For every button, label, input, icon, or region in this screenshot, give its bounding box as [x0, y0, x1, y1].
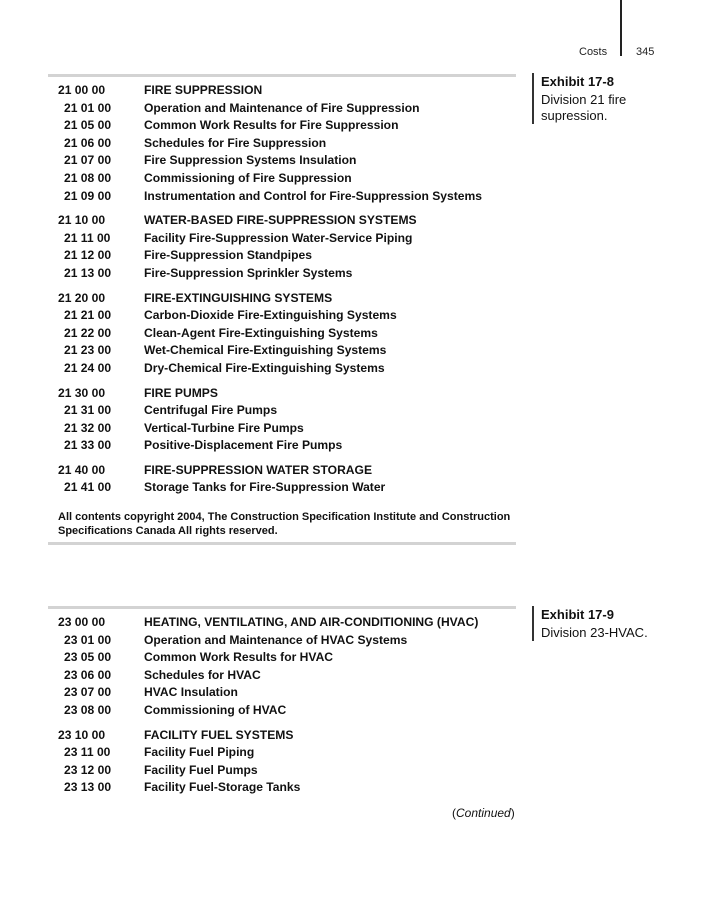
section-title: Commissioning of HVAC — [144, 702, 287, 717]
section-group — [48, 83, 516, 206]
table-row — [48, 438, 516, 456]
section-code: 23 01 00 — [64, 632, 112, 647]
section-code: 21 22 00 — [64, 325, 112, 340]
table-row — [48, 153, 516, 171]
section-title: Carbon-Dioxide Fire-Extinguishing Systems — [144, 308, 397, 323]
section-code: 21 13 00 — [64, 265, 112, 280]
section-code: 23 10 00 — [58, 727, 106, 742]
table-row — [48, 745, 516, 763]
table-row — [48, 248, 516, 266]
section-title: FIRE SUPPRESSION — [144, 83, 263, 97]
section-code: 21 11 00 — [64, 230, 111, 245]
section-title: Operation and Maintenance of Fire Suppression — [144, 100, 420, 115]
copyright-note: All contents copyright 2004, The Construction Specification Institute and Construction Specifications Canada All rights reserved. — [58, 511, 511, 537]
section-heading-row — [48, 83, 516, 101]
section-group — [48, 463, 516, 498]
section-title: Schedules for HVAC — [144, 667, 261, 682]
section-title: Common Work Results for Fire Suppression — [144, 118, 399, 133]
section-code: 23 11 00 — [64, 745, 111, 760]
section-heading-row — [48, 615, 516, 633]
table-row — [48, 343, 516, 361]
table-row — [48, 231, 516, 249]
section-heading-row — [48, 291, 516, 309]
table-row — [48, 480, 516, 498]
table-row — [48, 189, 516, 207]
page-number: 345 — [636, 46, 655, 58]
section-title: FACILITY FUEL SYSTEMS — [144, 727, 294, 742]
table-row — [48, 633, 516, 651]
section-title: Facility Fuel Pumps — [144, 762, 258, 777]
table-row — [48, 668, 516, 686]
exhibit-label: Exhibit 17-8 — [541, 74, 614, 89]
section-code: 21 05 00 — [64, 118, 112, 133]
table-row — [48, 650, 516, 668]
section-code: 23 00 00 — [58, 615, 106, 629]
section-title: HVAC Insulation — [144, 685, 238, 700]
section-code: 23 05 00 — [64, 650, 112, 665]
section-code: 21 32 00 — [64, 420, 112, 435]
section-title: Facility Fuel Piping — [144, 745, 255, 760]
section-title: HEATING, VENTILATING, AND AIR-CONDITIONING (HVAC) — [144, 615, 479, 629]
section-title: Dry-Chemical Fire-Extinguishing Systems — [144, 360, 385, 375]
section-title: Vertical-Turbine Fire Pumps — [144, 420, 304, 435]
table-row — [48, 361, 516, 379]
section-code: 21 30 00 — [58, 385, 106, 400]
table-row — [48, 266, 516, 284]
section-heading-row — [48, 386, 516, 404]
section-code: 21 40 00 — [58, 462, 106, 477]
section-code: 23 07 00 — [64, 685, 112, 700]
section-title: Clean-Agent Fire-Extinguishing Systems — [144, 325, 378, 340]
section-title: FIRE-EXTINGUISHING SYSTEMS — [144, 290, 333, 305]
section-code: 21 01 00 — [64, 100, 112, 115]
section-title: Common Work Results for HVAC — [144, 650, 334, 665]
section-title: Instrumentation and Control for Fire-Suppression Systems — [144, 188, 482, 203]
section-code: 21 21 00 — [64, 308, 112, 323]
section-code: 21 33 00 — [64, 438, 112, 453]
code-list — [48, 615, 516, 805]
section-title: Schedules for Fire Suppression — [144, 135, 327, 150]
section-title: Centrifugal Fire Pumps — [144, 403, 278, 418]
section-title: Fire-Suppression Sprinkler Systems — [144, 265, 353, 280]
table-row — [48, 308, 516, 326]
continued-note: (Continued) — [452, 806, 515, 820]
section-heading-row — [48, 213, 516, 231]
table-row — [48, 763, 516, 781]
section-code: 21 24 00 — [64, 360, 112, 375]
section-title: FIRE-SUPPRESSION WATER STORAGE — [144, 462, 373, 477]
running-title: Costs — [579, 46, 608, 58]
table-top-rule — [48, 606, 516, 609]
exhibit-17-9-table — [48, 606, 516, 806]
section-code: 23 06 00 — [64, 667, 112, 682]
section-code: 21 12 00 — [64, 248, 112, 263]
table-row — [48, 703, 516, 721]
section-group — [48, 728, 516, 798]
exhibit-caption: Division 21 fire supression. — [541, 92, 627, 123]
section-title: Commissioning of Fire Suppression — [144, 170, 352, 185]
section-code: 21 10 00 — [58, 213, 106, 228]
section-title: Facility Fuel-Storage Tanks — [144, 780, 301, 795]
exhibit-caption: Division 23-HVAC. — [541, 625, 648, 640]
table-row — [48, 403, 516, 421]
section-code: 21 00 00 — [58, 83, 106, 97]
section-title: Wet-Chemical Fire-Extinguishing Systems — [144, 343, 387, 358]
exhibit-17-8-caption — [532, 73, 681, 124]
section-code: 21 07 00 — [64, 153, 112, 168]
section-title: Operation and Maintenance of HVAC Systems — [144, 632, 408, 647]
section-title: FIRE PUMPS — [144, 385, 218, 400]
table-row — [48, 171, 516, 189]
section-title: Fire Suppression Systems Insulation — [144, 153, 357, 168]
continued-text: Continued — [456, 806, 511, 820]
exhibit-17-8-table — [48, 74, 516, 546]
section-code: 21 09 00 — [64, 188, 112, 203]
section-heading-row — [48, 463, 516, 481]
table-row — [48, 101, 516, 119]
table-bottom-rule — [48, 542, 516, 545]
code-list — [48, 83, 516, 505]
exhibit-label: Exhibit 17-9 — [541, 607, 614, 622]
section-code: 23 08 00 — [64, 702, 112, 717]
section-group — [48, 291, 516, 379]
table-row — [48, 421, 516, 439]
section-title: Positive-Displacement Fire Pumps — [144, 438, 343, 453]
section-group — [48, 213, 516, 283]
section-code: 23 13 00 — [64, 780, 112, 795]
section-title: Facility Fire-Suppression Water-Service Piping — [144, 230, 413, 245]
section-code: 21 08 00 — [64, 170, 112, 185]
section-group — [48, 615, 516, 721]
section-code: 21 31 00 — [64, 403, 112, 418]
section-code: 23 12 00 — [64, 762, 112, 777]
section-code: 21 20 00 — [58, 290, 106, 305]
section-group — [48, 386, 516, 456]
exhibit-17-9-caption — [532, 606, 681, 641]
section-title: WATER-BASED FIRE-SUPPRESSION SYSTEMS — [144, 213, 417, 228]
table-row — [48, 780, 516, 798]
section-title: Storage Tanks for Fire-Suppression Water — [144, 480, 386, 495]
section-code: 21 41 00 — [64, 480, 112, 495]
header-rule — [620, 0, 622, 56]
section-heading-row — [48, 728, 516, 746]
table-top-rule — [48, 74, 516, 77]
table-row — [48, 118, 516, 136]
section-title: Fire-Suppression Standpipes — [144, 248, 312, 263]
table-row — [48, 685, 516, 703]
table-row — [48, 136, 516, 154]
section-code: 21 23 00 — [64, 343, 112, 358]
section-code: 21 06 00 — [64, 135, 112, 150]
table-row — [48, 326, 516, 344]
